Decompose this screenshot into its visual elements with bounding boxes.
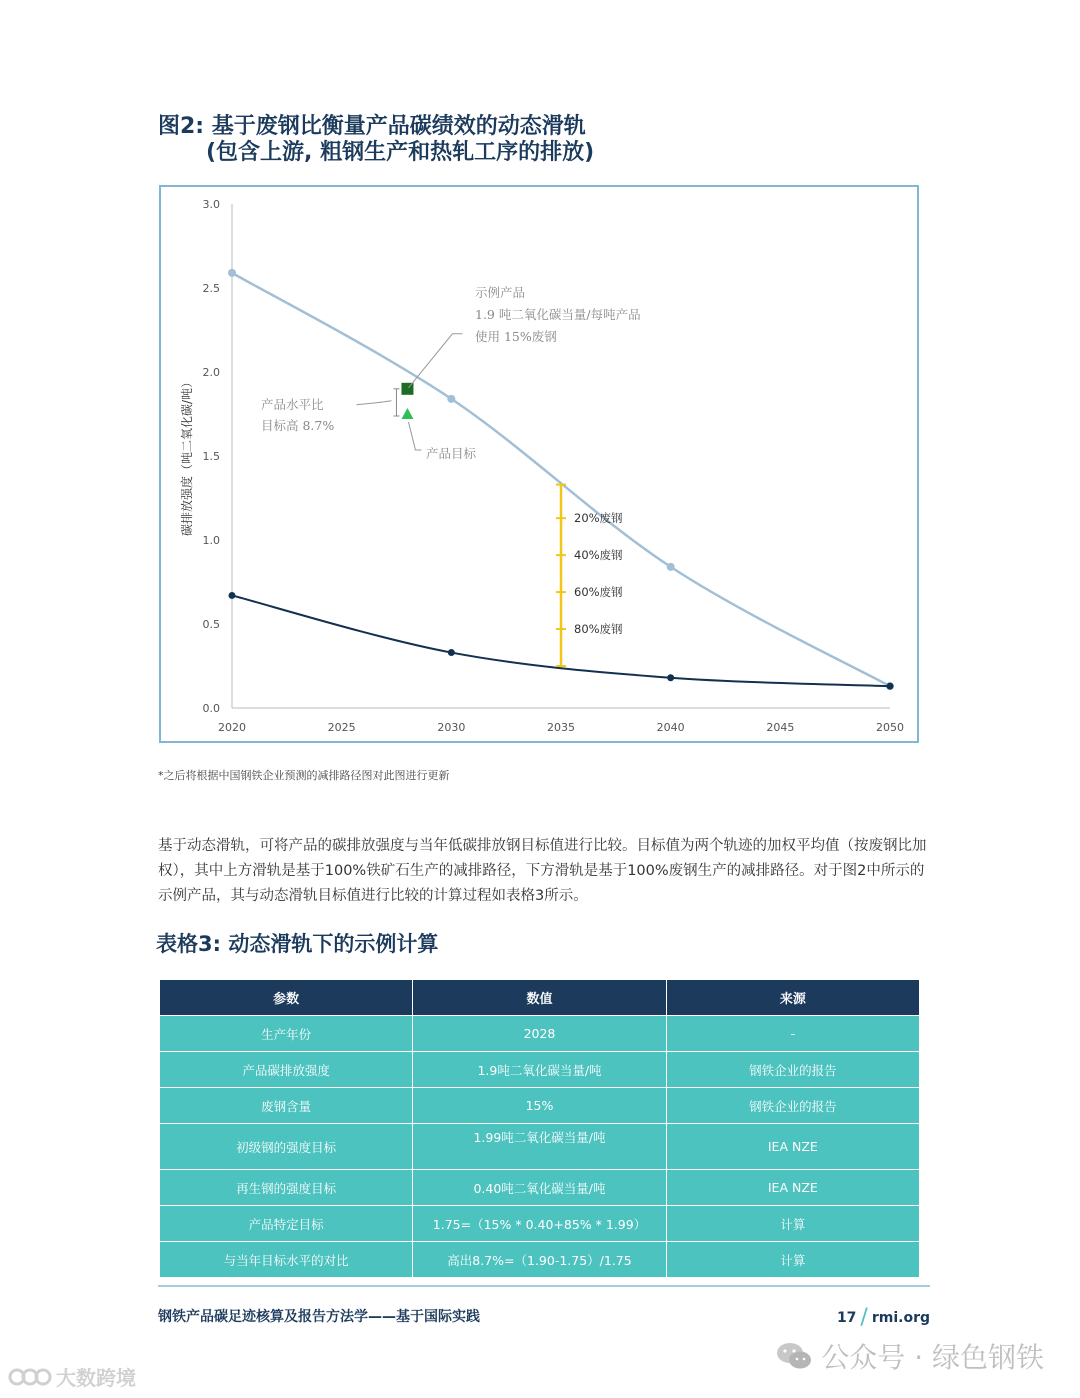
example-leader-line xyxy=(408,334,462,388)
example-calc-table xyxy=(159,979,920,1278)
scrap-tick-label: 60%废钢 xyxy=(574,585,623,600)
table-row xyxy=(160,1206,920,1242)
table-row xyxy=(160,1016,920,1052)
table-cell: 产品碳排放强度 xyxy=(160,1052,413,1088)
y-tick-label: 1.5 xyxy=(202,450,220,463)
y-tick-label: 0.0 xyxy=(202,702,220,715)
x-tick-label: 2050 xyxy=(876,721,904,734)
table-cell: 1.9吨二氧化碳当量/吨 xyxy=(413,1052,666,1088)
table-cell: 1.99吨二氧化碳当量/吨 xyxy=(413,1124,666,1170)
page-number: 17 xyxy=(836,1310,857,1326)
body-paragraph: 基于动态滑轨，可将产品的碳排放强度与当年低碳排放钢目标值进行比较。目标值为两个轨迹的加权平均值（按废钢比加权），其中上方滑轨是基于100%铁矿石生产的减排路径，下方滑轨是基于100%废钢生产的减排路径。对于图2中所示的示例产品，其与动态滑轨目标值进行比较的计算过程如表格3所示。 xyxy=(158,838,927,904)
header-param: 参数 xyxy=(160,980,413,1016)
scrap-tick-label: 80%废钢 xyxy=(574,622,623,637)
x-tick-label: 2030 xyxy=(437,721,466,734)
data-point-lower xyxy=(887,683,894,690)
table-cell: 0.40吨二氧化碳当量/吨 xyxy=(413,1170,666,1206)
table-row xyxy=(160,1124,920,1170)
y-tick-label: 3.0 xyxy=(202,198,220,211)
wechat-icon xyxy=(775,1341,813,1371)
table-row xyxy=(160,1170,920,1206)
table-row xyxy=(160,1088,920,1124)
scrap-tick-label: 40%废钢 xyxy=(574,548,623,563)
table-cell: 2028 xyxy=(413,1016,666,1052)
footer-divider xyxy=(158,1285,930,1287)
figure-title xyxy=(158,114,594,166)
level-annotation: 目标高 8.7% xyxy=(261,418,335,433)
watermark-wechat-text: 公众号 · 绿色钢铁 xyxy=(821,1341,1044,1374)
data-point-lower xyxy=(448,649,455,656)
x-tick-label: 2025 xyxy=(327,721,356,734)
example-annotation: 使用 15%废钢 xyxy=(475,329,557,344)
level-annotation: 产品水平比 xyxy=(261,397,324,412)
example-annotation: 示例产品 xyxy=(475,285,526,300)
y-axis-label: 碳排放强度（吨二氧化碳/吨） xyxy=(180,375,194,537)
table-cell: IEA NZE xyxy=(666,1124,919,1170)
table-cell: 初级钢的强度目标 xyxy=(160,1124,413,1170)
table-cell: 计算 xyxy=(666,1242,919,1278)
header-value: 数值 xyxy=(413,980,666,1016)
table-cell: 产品特定目标 xyxy=(160,1206,413,1242)
table-header-row xyxy=(160,980,920,1016)
data-point-upper xyxy=(447,395,455,403)
table-cell: 与当年目标水平的对比 xyxy=(160,1242,413,1278)
table-row xyxy=(160,1242,920,1278)
site-link[interactable]: rmi.org xyxy=(871,1310,930,1326)
y-tick-label: 1.0 xyxy=(202,534,220,547)
y-tick-label: 2.5 xyxy=(202,282,220,295)
table-cell: 钢铁企业的报告 xyxy=(666,1052,919,1088)
table-cell: 生产年份 xyxy=(160,1016,413,1052)
figure-title-line2: (包含上游, 粗钢生产和热轧工序的排放) xyxy=(206,140,595,165)
watermark-wechat xyxy=(775,1336,1044,1376)
table-cell: 再生钢的强度目标 xyxy=(160,1170,413,1206)
footer-report-title: 钢铁产品碳足迹核算及报告方法学——基于国际实践 xyxy=(158,1309,480,1325)
table-cell: 高出8.7%=（1.90-1.75）/1.75 xyxy=(413,1242,666,1278)
header-source: 来源 xyxy=(666,980,919,1016)
table-cell: 15% xyxy=(413,1088,666,1124)
chart-footnote: *之后将根据中国钢铁企业预测的减排路径图对此图进行更新 xyxy=(158,769,450,782)
table-cell: - xyxy=(666,1016,919,1052)
example-annotation: 1.9 吨二氧化碳当量/每吨产品 xyxy=(475,307,641,322)
y-tick-label: 2.0 xyxy=(202,366,220,379)
target-leader-line xyxy=(408,422,421,450)
x-tick-label: 2020 xyxy=(218,721,246,734)
figure-title-line1: 图2: 基于废钢比衡量产品碳绩效的动态滑轨 xyxy=(158,114,586,139)
x-tick-label: 2035 xyxy=(547,721,575,734)
brand-logo-icon xyxy=(8,1366,52,1388)
data-point-upper xyxy=(667,563,675,571)
table-cell: 废钢含量 xyxy=(160,1088,413,1124)
table-row xyxy=(160,1052,920,1088)
data-point-upper xyxy=(228,269,236,277)
watermark-brand-text: 大数跨境 xyxy=(56,1366,136,1390)
emissions-chart xyxy=(161,187,917,741)
level-leader-line xyxy=(356,401,391,405)
table-title: 表格3: 动态滑轨下的示例计算 xyxy=(156,932,439,956)
table-cell: 计算 xyxy=(666,1206,919,1242)
y-tick-label: 0.5 xyxy=(202,618,220,631)
product-target-marker xyxy=(401,408,413,419)
table-cell: 1.75=（15% * 0.40+85% * 1.99） xyxy=(413,1206,666,1242)
watermark-brand xyxy=(8,1362,136,1391)
footer-page-info xyxy=(837,1303,930,1328)
table-cell: 钢铁企业的报告 xyxy=(666,1088,919,1124)
table-cell: IEA NZE xyxy=(666,1170,919,1206)
chart-frame xyxy=(159,185,919,743)
data-point-lower xyxy=(229,592,236,599)
data-point-lower xyxy=(667,674,674,681)
target-annotation: 产品目标 xyxy=(426,446,477,461)
x-tick-label: 2040 xyxy=(656,721,685,734)
scrap-tick-label: 20%废钢 xyxy=(574,511,623,526)
x-tick-label: 2045 xyxy=(766,721,795,734)
slash-divider: / xyxy=(860,1305,868,1330)
